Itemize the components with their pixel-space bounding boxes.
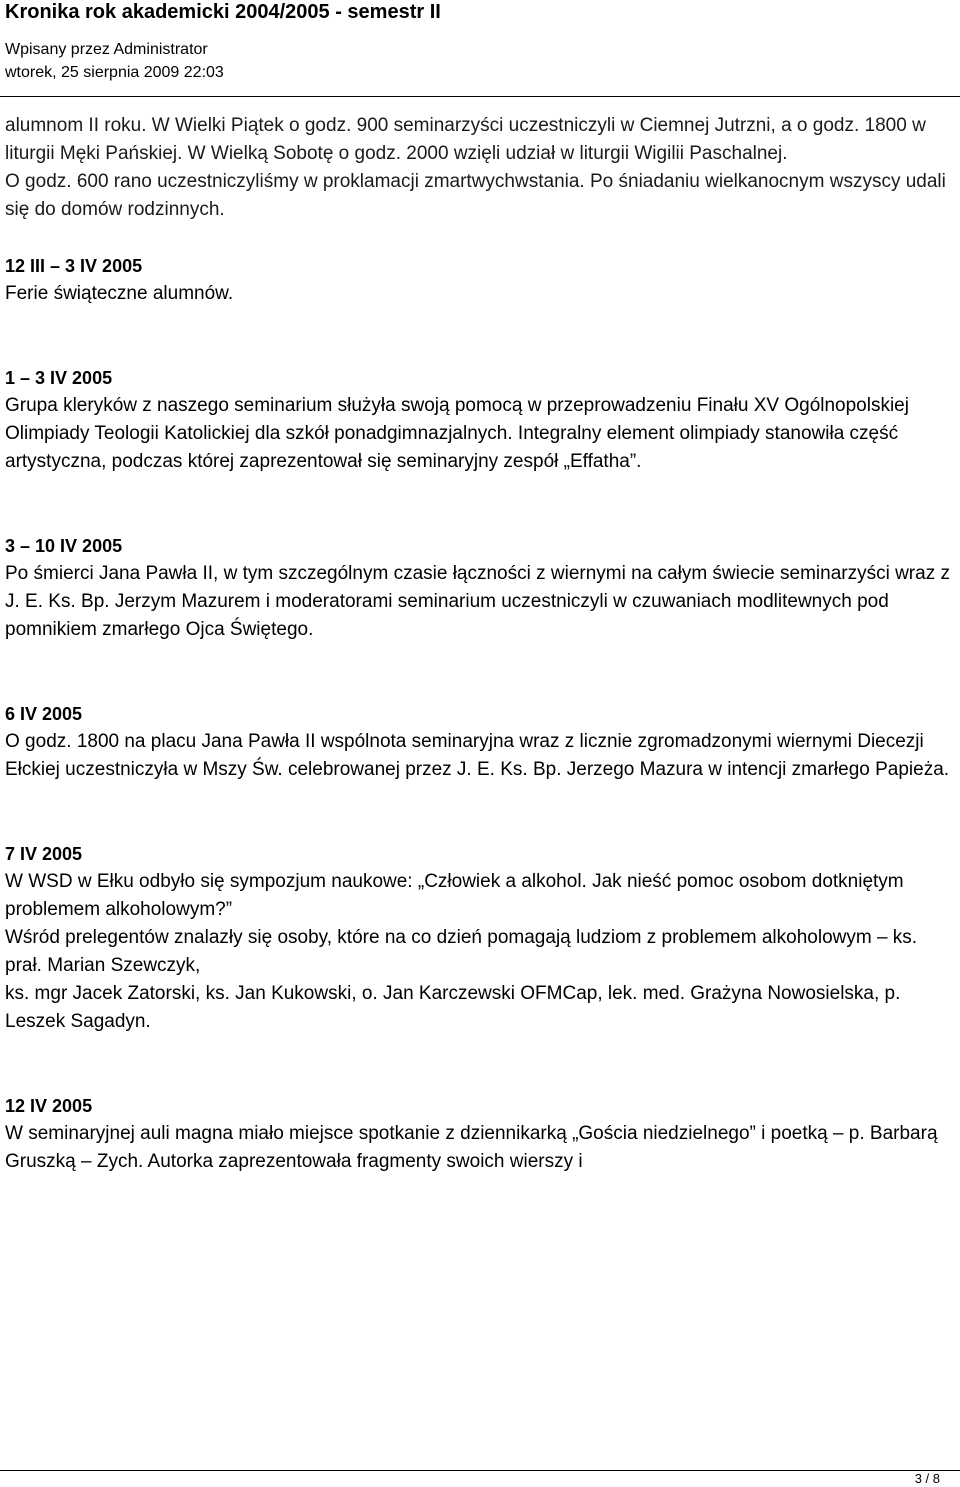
footer-divider (0, 1470, 960, 1471)
entry-text: ks. mgr Jacek Zatorski, ks. Jan Kukowski, o. Jan Karczewski OFMCap, lek. med. Grażyna Nowosielska, p. Leszek Sagadyn. (5, 983, 901, 1032)
entry-date: 7 IV 2005 (5, 844, 83, 864)
publish-date: wtorek, 25 sierpnia 2009 22:03 (5, 64, 224, 81)
entry-text: Ferie świąteczne alumnów. (5, 283, 234, 304)
header-divider (0, 96, 960, 97)
intro-paragraph-2: O godz. 600 rano uczestniczyliśmy w proklamacji zmartwychwstania. Po śniadaniu wielkanocnym wszyscy udali się do domów rodzinnych. (5, 171, 946, 220)
entry-date: 12 III – 3 IV 2005 (5, 256, 143, 276)
entry-text: Wśród prelegentów znalazły się osoby, które na co dzień pomagają ludziom z problemem alkoholowym – ks. prał. Marian Szewczyk, (5, 927, 918, 976)
entry-text: W seminaryjnej auli magna miało miejsce spotkanie z dziennikarką „Gościa niedzielnego” i poetką – p. Barbarą Gruszką – Zych. Autorka zaprezentowała fragmenty swoich wierszy i (5, 1123, 938, 1172)
entry-text: Grupa kleryków z naszego seminarium służyła swoją pomocą w przeprowadzeniu Finału XV Ogólnopolskiej Olimpiady Teologii Katolickiej dla szkół ponadgimnazjalnych. Integralny element olimpiady stanowiła część artystyczna, podczas której zaprezentował się seminaryjny zespół „Effatha”. (5, 395, 909, 472)
author-line: Wpisany przez Administrator (5, 41, 208, 58)
article-body (5, 112, 953, 1176)
document-title: Kronika rok akademicki 2004/2005 - semestr II (5, 1, 441, 23)
page-number: 3 / 8 (914, 1471, 940, 1486)
entry-text: Po śmierci Jana Pawła II, w tym szczególnym czasie łączności z wiernymi na całym świecie seminarzyści wraz z J. E. Ks. Bp. Jerzym Mazurem i moderatorami seminarium uczestniczyli w czuwaniach modlitewnych pod pomnikiem zmarłego Ojca Świętego. (5, 563, 950, 640)
entry-text: O godz. 1800 na placu Jana Pawła II wspólnota seminaryjna wraz z licznie zgromadzonymi wiernymi Diecezji Ełckiej uczestniczyła w Mszy Św. celebrowanej przez J. E. Ks. Bp. Jerzego Mazura w intencji zmarłego Papieża. (5, 731, 950, 780)
page-header (5, 0, 955, 84)
entry-date: 3 – 10 IV 2005 (5, 536, 123, 556)
entry-text: W WSD w Ełku odbyło się sympozjum naukowe: „Człowiek a alkohol. Jak nieść pomoc osobom dotkniętym problemem alkoholowym?” (5, 871, 904, 920)
entry-date: 6 IV 2005 (5, 704, 83, 724)
entry-date: 1 – 3 IV 2005 (5, 368, 113, 388)
intro-paragraph-1: alumnom II roku. W Wielki Piątek o godz. 900 seminarzyści uczestniczyli w Ciemnej Jutrzni, a o godz. 1800 w liturgii Męki Pańskiej. W Wielką Sobotę o godz. 2000 wzięli udział w liturgii Wigilii Paschalnej. (5, 115, 926, 164)
entry-date: 12 IV 2005 (5, 1096, 93, 1116)
